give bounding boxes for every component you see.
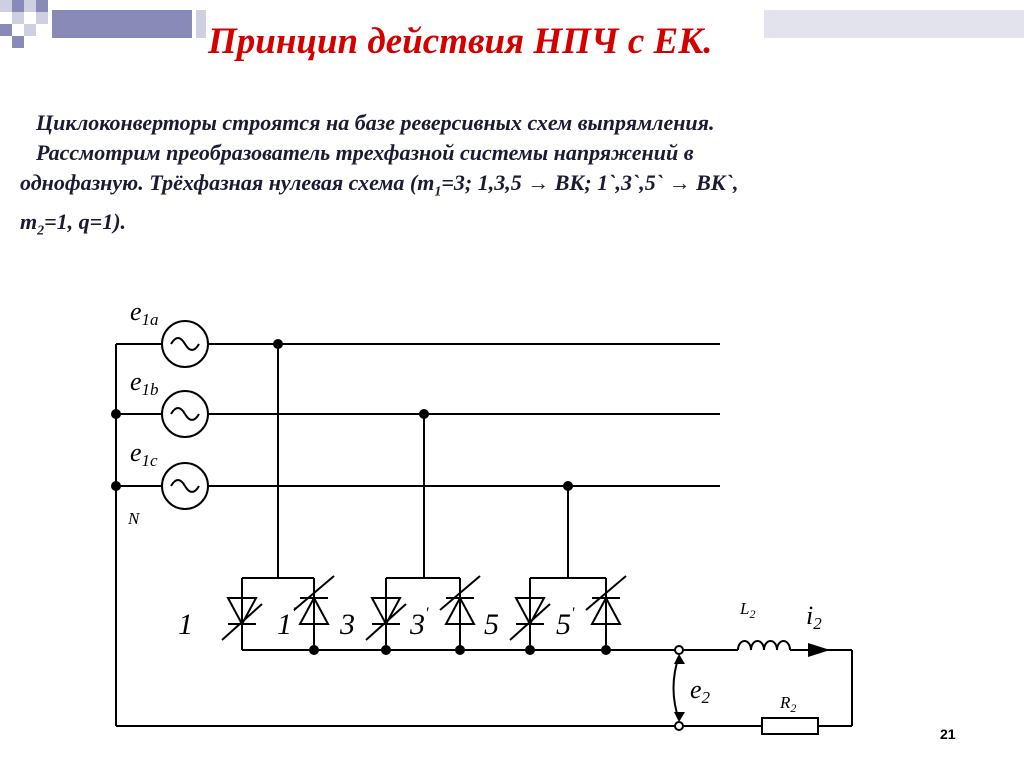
page-number: 21	[940, 726, 956, 742]
label-valve-1: 1	[178, 608, 193, 641]
slide-title: Принцип действия НПЧ с ЕК.	[208, 21, 713, 62]
label-e1b: e1b	[130, 367, 159, 399]
label-neutral: N	[128, 509, 140, 528]
text-line-1: Циклоконверторы строятся на базе реверсивных схем выпрямления.	[36, 110, 715, 135]
label-resistor: $R_2$	[780, 693, 797, 715]
source-e1a	[162, 321, 208, 367]
label-current: i2	[806, 601, 822, 633]
inductor-l2	[730, 641, 790, 650]
label-valve-5: 5	[484, 608, 499, 641]
current-arrow	[808, 643, 830, 657]
label-valve-1-prime: 1'	[277, 605, 296, 641]
label-valve-3: 3	[340, 608, 355, 641]
text-line-3: однофазную. Трёхфазная нулевая схема ($m_1=3$; 1,3,5 → ВК; 1`,3`,5` → ВК`,	[20, 170, 739, 200]
source-e1b	[162, 391, 208, 437]
resistor-r2	[762, 718, 818, 734]
text-line-4: $m_2=1$, q=1).	[20, 209, 127, 239]
source-e1c	[162, 463, 208, 509]
label-valve-3-prime: 3'	[410, 605, 429, 641]
text-line-2: Рассмотрим преобразователь трехфазной системы напряжений в	[36, 140, 694, 165]
label-e1c: e1c	[130, 438, 158, 470]
label-e1a: e1a	[130, 297, 159, 329]
label-inductor: $L_2$	[740, 599, 756, 621]
label-voltage: e2	[690, 675, 711, 707]
label-valve-5-prime: 5'	[556, 605, 575, 641]
voltage-e2-arrow	[674, 656, 680, 720]
